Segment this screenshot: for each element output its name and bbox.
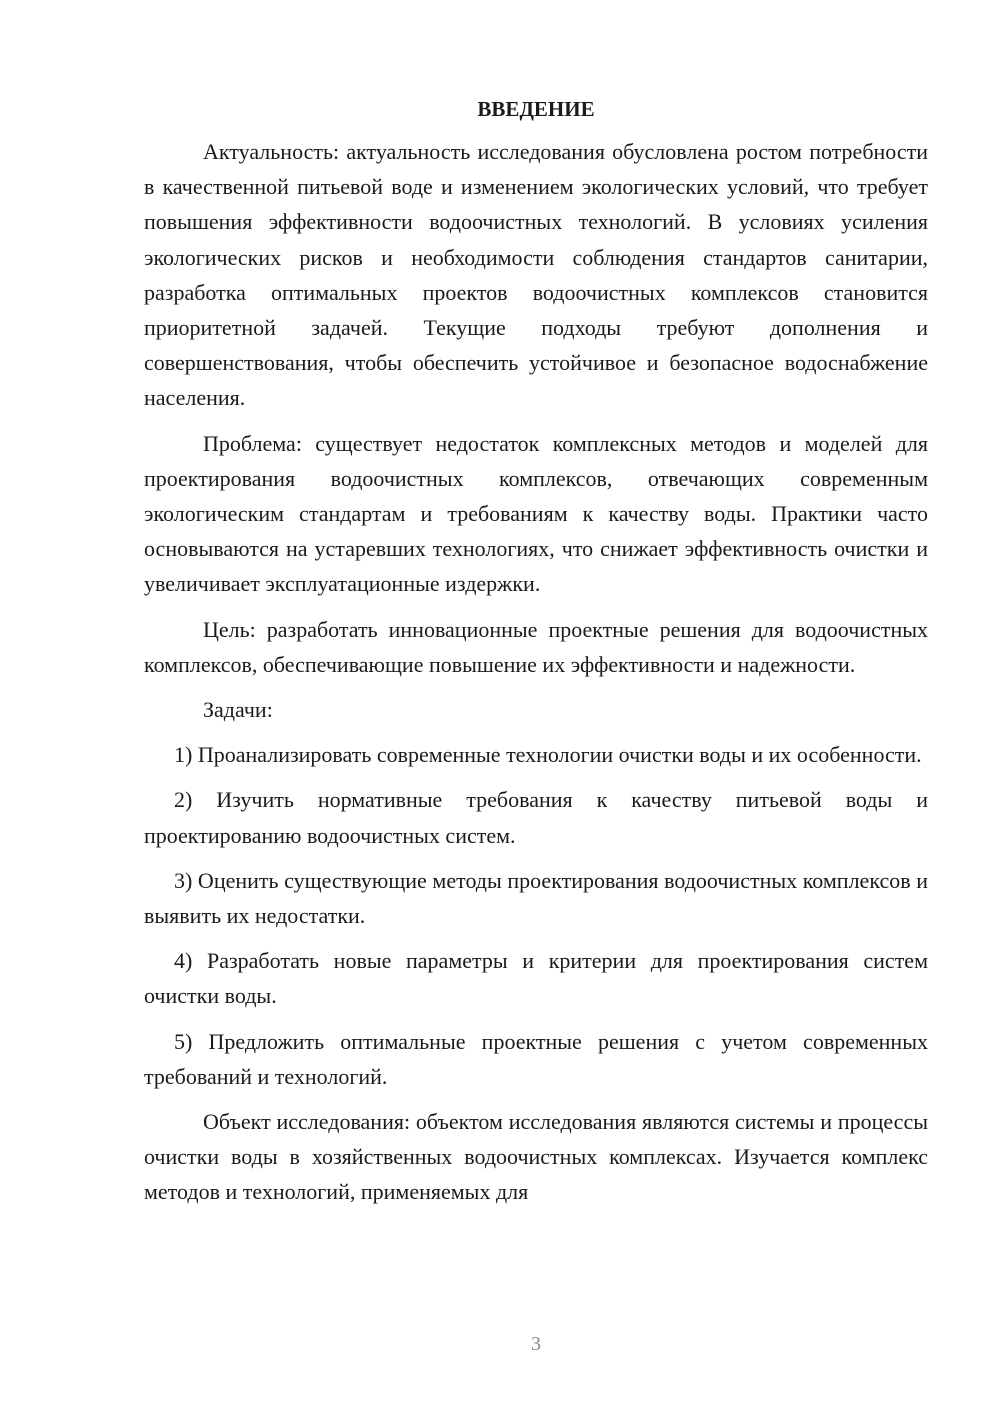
paragraph-tasks-heading: Задачи:	[203, 697, 273, 723]
paragraph-relevance: Актуальность: актуальность исследования обусловлена ростом потребности в качественной питьевой воде и изменением экологических условий, что требует повышения эффективности водоочистных технологий. В условиях усиления экологических рисков и необходимости соблюдения стандартов санитарии, разработка оптимальных проектов водоочистных комплексов становится приоритетной задачей. Текущие подходы требуют дополнения и совершенствования, чтобы обеспечить устойчивое и безопасное водоснабжение населения.	[144, 139, 928, 411]
task-item-3: 3) Оценить существующие методы проектирования водоочистных комплексов и выявить их недостатки.	[144, 867, 928, 929]
paragraph-object: Объект исследования: объектом исследования являются системы и процессы очистки воды в хозяйственных водоочистных комплексах. Изучается комплекс методов и технологий, применяемых для	[144, 1109, 928, 1205]
paragraph-goal: Цель: разработать инновационные проектные решения для водоочистных комплексов, обеспечивающие повышение их эффективности и надежности.	[144, 616, 928, 677]
section-heading: ВВЕДЕНИЕ	[477, 97, 595, 121]
task-item-4: 4) Разработать новые параметры и критерии для проектирования систем очистки воды.	[144, 948, 928, 1009]
task-item-5: 5) Предложить оптимальные проектные решения с учетом современных требований и технологий.	[144, 1028, 928, 1089]
task-item-2: 2) Изучить нормативные требования к качеству питьевой воды и проектированию водоочистных систем.	[144, 787, 928, 848]
task-item-1: 1) Проанализировать современные технологии очистки воды и их особенности.	[174, 742, 922, 768]
document-body	[144, 94, 928, 1220]
page-number: 3	[531, 1333, 541, 1355]
paragraph-problem: Проблема: существует недостаток комплексных методов и моделей для проектирования водоочистных комплексов, отвечающих современным экологическим стандартам и требованиям к качеству воды. Практики часто основываются на устаревших технологиях, что снижает эффективность очистки и увеличивает эксплуатационные издержки.	[144, 430, 928, 597]
